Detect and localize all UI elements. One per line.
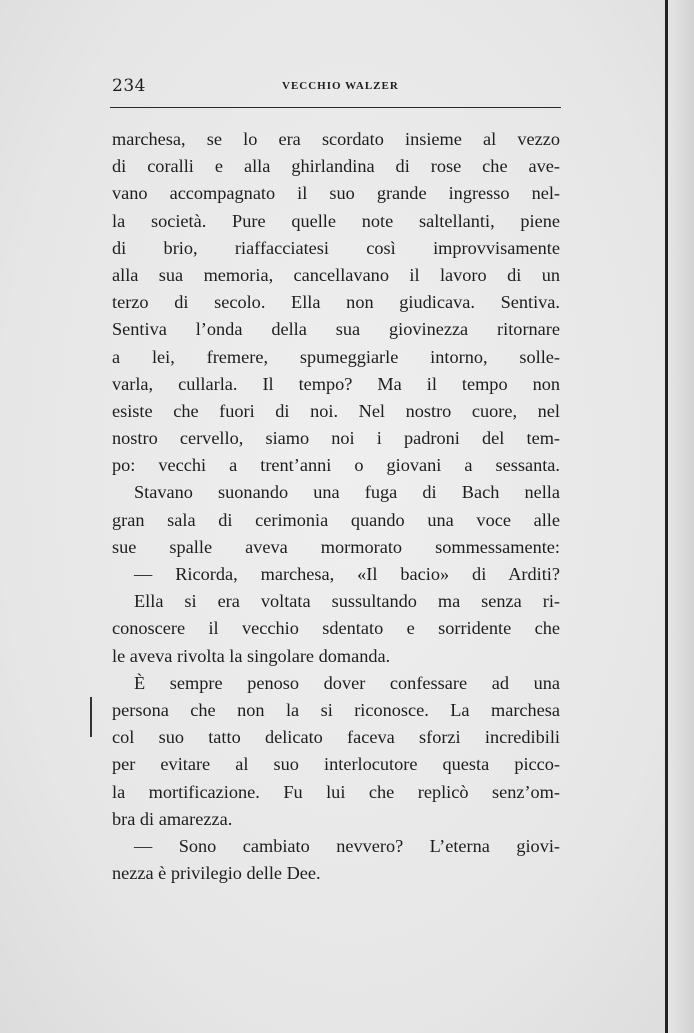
page-header <box>112 76 560 96</box>
text-line: la mortificazione. Fu lui che replicò senz’om- <box>112 781 560 802</box>
text-line: Ella si era voltata sussultando ma senza ri- <box>134 591 560 612</box>
text-line: varla, cullarla. Il tempo? Ma il tempo non <box>112 373 560 394</box>
text-line: — Ricorda, marchesa, «Il bacio» di Arditi? <box>134 564 560 584</box>
text-line: po: vecchi a trent’anni o giovani a sessanta. <box>112 455 560 476</box>
text-line: persona che non la si riconosce. La marchesa <box>112 699 560 720</box>
text-line: di brio, riaffacciatesi così improvvisamente <box>112 237 560 258</box>
text-line: col suo tatto delicato faceva sforzi incredibili <box>112 727 560 748</box>
text-line: Sentiva l’onda della sua giovinezza ritornare <box>112 319 560 340</box>
text-line: — Sono cambiato nevvero? L’eterna giovi- <box>134 835 560 856</box>
text-line: la società. Pure quelle note saltellanti, piene <box>112 210 560 231</box>
header-rule <box>110 107 561 108</box>
text-line: a lei, fremere, spumeggiarle intorno, solle- <box>112 346 560 367</box>
text-line: nezza è privilegio delle Dee. <box>112 863 321 884</box>
text-line: per evitare al suo interlocutore questa picco- <box>112 754 560 775</box>
text-line: le aveva rivolta la singolare domanda. <box>112 645 391 666</box>
text-line: Stavano suonando una fuga di Bach nella <box>134 482 560 503</box>
page-number: 234 <box>112 76 146 96</box>
page-binding-edge <box>665 0 668 1033</box>
text-line: nostro cervello, siamo noi i padroni del tem- <box>112 428 560 449</box>
text-line: sue spalle aveva mormorato sommessamente: <box>112 536 560 557</box>
text-line: alla sua memoria, cancellavano il lavoro di un <box>112 264 560 285</box>
running-title: VECCHIO WALZER <box>282 80 399 92</box>
page-gutter-shadow <box>668 0 694 1033</box>
text-line: È sempre penoso dover confessare ad una <box>134 672 560 693</box>
text-line: conoscere il vecchio sdentato e sorridente che <box>112 618 560 639</box>
text-line: bra di amarezza. <box>112 808 233 829</box>
margin-pencil-mark <box>90 697 92 737</box>
text-line: gran sala di cerimonia quando una voce alle <box>112 509 560 530</box>
text-line: di coralli e alla ghirlandina di rose che ave- <box>112 156 560 177</box>
text-line: esiste che fuori di noi. Nel nostro cuore, nel <box>112 400 560 421</box>
text-line: marchesa, se lo era scordato insieme al vezzo <box>112 129 560 149</box>
text-line: vano accompagnato il suo grande ingresso nel- <box>112 183 560 204</box>
body-text <box>112 126 560 887</box>
text-line: terzo di secolo. Ella non giudicava. Sentiva. <box>112 292 560 313</box>
